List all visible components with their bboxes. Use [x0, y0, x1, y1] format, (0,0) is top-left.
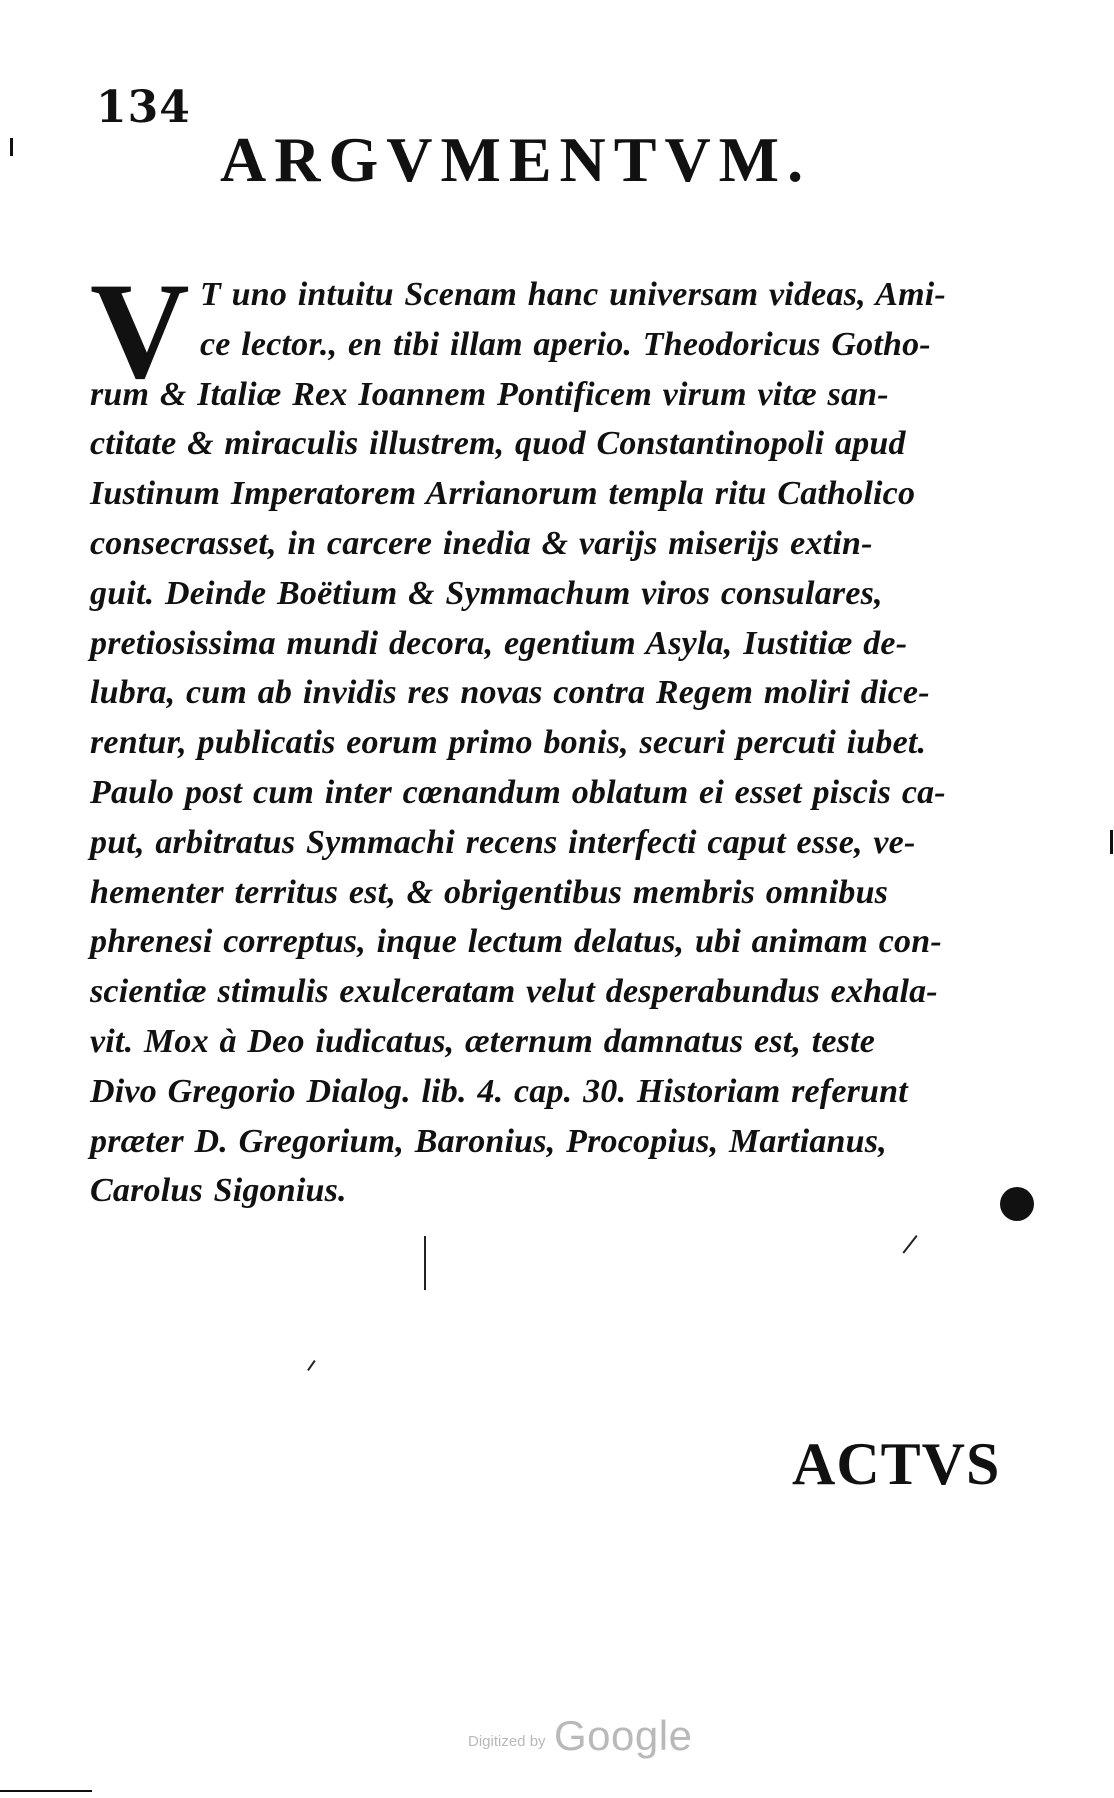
- google-logo: Google: [554, 1712, 693, 1759]
- page-heading: ARGVMENTVM.: [220, 124, 812, 195]
- text-line: lubra, cum ab invidis res novas contra Regem moliri dice-: [90, 674, 930, 712]
- text-line: Carolus Sigonius.: [90, 1172, 347, 1210]
- text-line: Divo Gregorio Dialog. lib. 4. cap. 30. Historiam referunt: [90, 1072, 908, 1110]
- text-line: rentur, publicatis eorum primo bonis, securi percuti iubet.: [90, 724, 927, 762]
- text-line: T uno intuitu Scenam hanc universam videas, Ami-: [200, 276, 946, 313]
- decorative-scratch: [902, 1235, 917, 1254]
- right-margin-mark: [1110, 830, 1113, 854]
- text-line: Paulo post cum inter cœnandum oblatum ei esset piscis ca-: [90, 773, 946, 811]
- page-number: 134: [96, 82, 191, 133]
- decorative-scratch: [307, 1360, 316, 1371]
- text-line: ce lector., en tibi illam aperio. Theodoricus Gotho-: [200, 325, 931, 363]
- digitized-watermark: [468, 1712, 692, 1760]
- digitized-label: Digitized by: [468, 1733, 546, 1750]
- text-line: phrenesi correptus, inque lectum delatus, ubi animam con-: [90, 923, 942, 961]
- drop-cap: V: [90, 254, 190, 407]
- text-line: rum & Italiæ Rex Ioannem Pontificem virum vitæ san-: [90, 375, 889, 413]
- left-margin-mark: [10, 138, 13, 156]
- decorative-scratch: [424, 1236, 426, 1290]
- text-line: vit. Mox à Deo iudicatus, æternum damnatus est, teste: [90, 1022, 876, 1060]
- text-line: put, arbitratus Symmachi recens interfecti caput esse, ve-: [90, 823, 916, 861]
- bottom-rule: [0, 1790, 92, 1792]
- ink-blot: [1000, 1187, 1034, 1221]
- text-line: præter D. Gregorium, Baronius, Procopius, Martianus,: [90, 1122, 887, 1160]
- catchword: ACTVS: [792, 1431, 1001, 1497]
- text-line: ctitate & miraculis illustrem, quod Constantinopoli apud: [90, 425, 906, 463]
- text-line: consecrasset, in carcere inedia & varijs miserijs extin-: [90, 524, 873, 562]
- text-line: pretiosissima mundi decora, egentium Asyla, Iustitiæ de-: [90, 624, 908, 662]
- text-line: Iustinum Imperatorem Arrianorum templa ritu Catholico: [90, 475, 916, 513]
- text-line: hementer territus est, & obrigentibus membris omnibus: [90, 873, 889, 911]
- text-line: scientiæ stimulis exulceratam velut desperabundus exhala-: [90, 973, 938, 1011]
- argument-text: [90, 254, 1005, 1216]
- text-line: guit. Deinde Boëtium & Symmachum viros consulares,: [90, 574, 883, 612]
